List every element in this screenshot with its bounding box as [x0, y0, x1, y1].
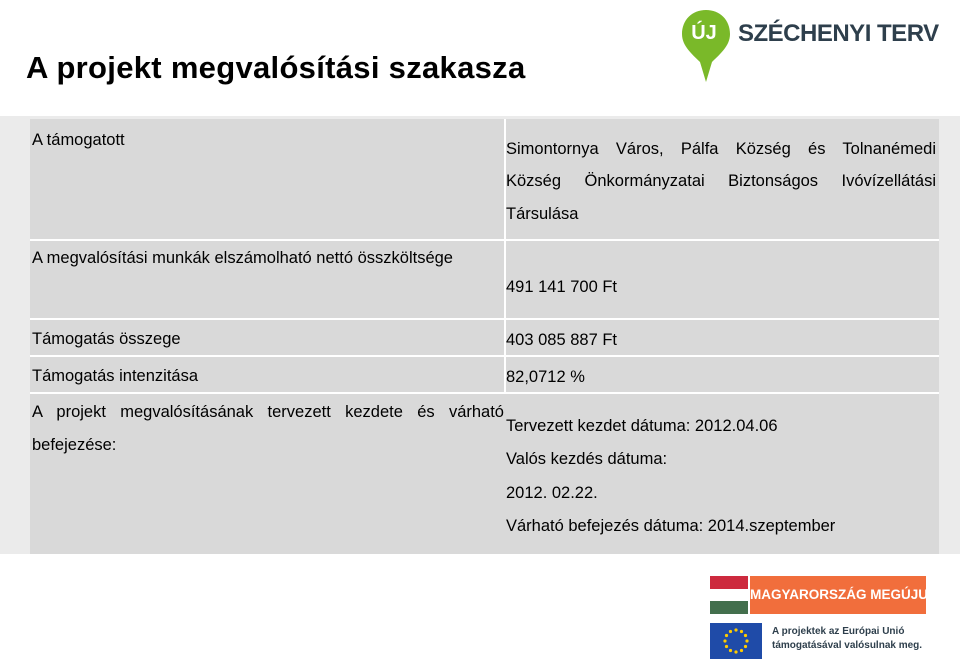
row-value: Társulása [506, 205, 579, 223]
logo-brand: SZÉCHENYI TERV [738, 20, 939, 47]
row-value: 82,0712 % [506, 368, 585, 386]
row-label: A projekt megvalósításának tervezett kezdete és várható [32, 403, 504, 421]
row-label: Támogatás összege [32, 330, 181, 348]
hungarian-flag-icon [710, 576, 748, 614]
row-label: A megvalósítási munkák elszámolható nettó összköltsége [32, 249, 453, 267]
szechenyi-terv-logo [680, 8, 940, 88]
location-pin-icon [680, 8, 732, 84]
magyarorszag-megujul-text: MAGYARORSZÁG MEGÚJUL [750, 576, 926, 614]
table-row [30, 241, 939, 320]
eu-support-logo [710, 623, 950, 659]
slide-title: A projekt megvalósítási szakasza [26, 50, 526, 85]
table-row [30, 394, 939, 554]
table-row [30, 320, 939, 357]
magyarorszag-megujul-logo [710, 576, 937, 614]
row-value: 403 085 887 Ft [506, 331, 618, 349]
project-table [30, 119, 939, 554]
row-value: Község Önkormányzatai Biztonságos Ivóvízellátási [506, 172, 936, 190]
row-value: 2012. 02.22. [506, 484, 598, 502]
row-label: A támogatott [32, 131, 125, 149]
row-value: 491 141 700 Ft [506, 278, 618, 296]
row-value: Várható befejezés dátuma: 2014.szeptember [506, 517, 836, 535]
row-value: Valós kezdés dátuma: [506, 450, 668, 468]
table-row [30, 119, 939, 241]
eu-text-line: A projektek az Európai Unió [772, 626, 905, 637]
table-row [30, 357, 939, 394]
row-label: Támogatás intenzitása [32, 367, 199, 385]
eu-flag-icon [710, 623, 762, 659]
row-value: Tervezett kezdet dátuma: 2012.04.06 [506, 417, 778, 435]
row-label: befejezése: [32, 436, 117, 454]
row-value: Simontornya Város, Pálfa Község és Tolnanémedi [506, 140, 936, 158]
eu-text-line: támogatásával valósulnak meg. [772, 640, 923, 651]
logo-badge: ÚJ [691, 22, 717, 44]
